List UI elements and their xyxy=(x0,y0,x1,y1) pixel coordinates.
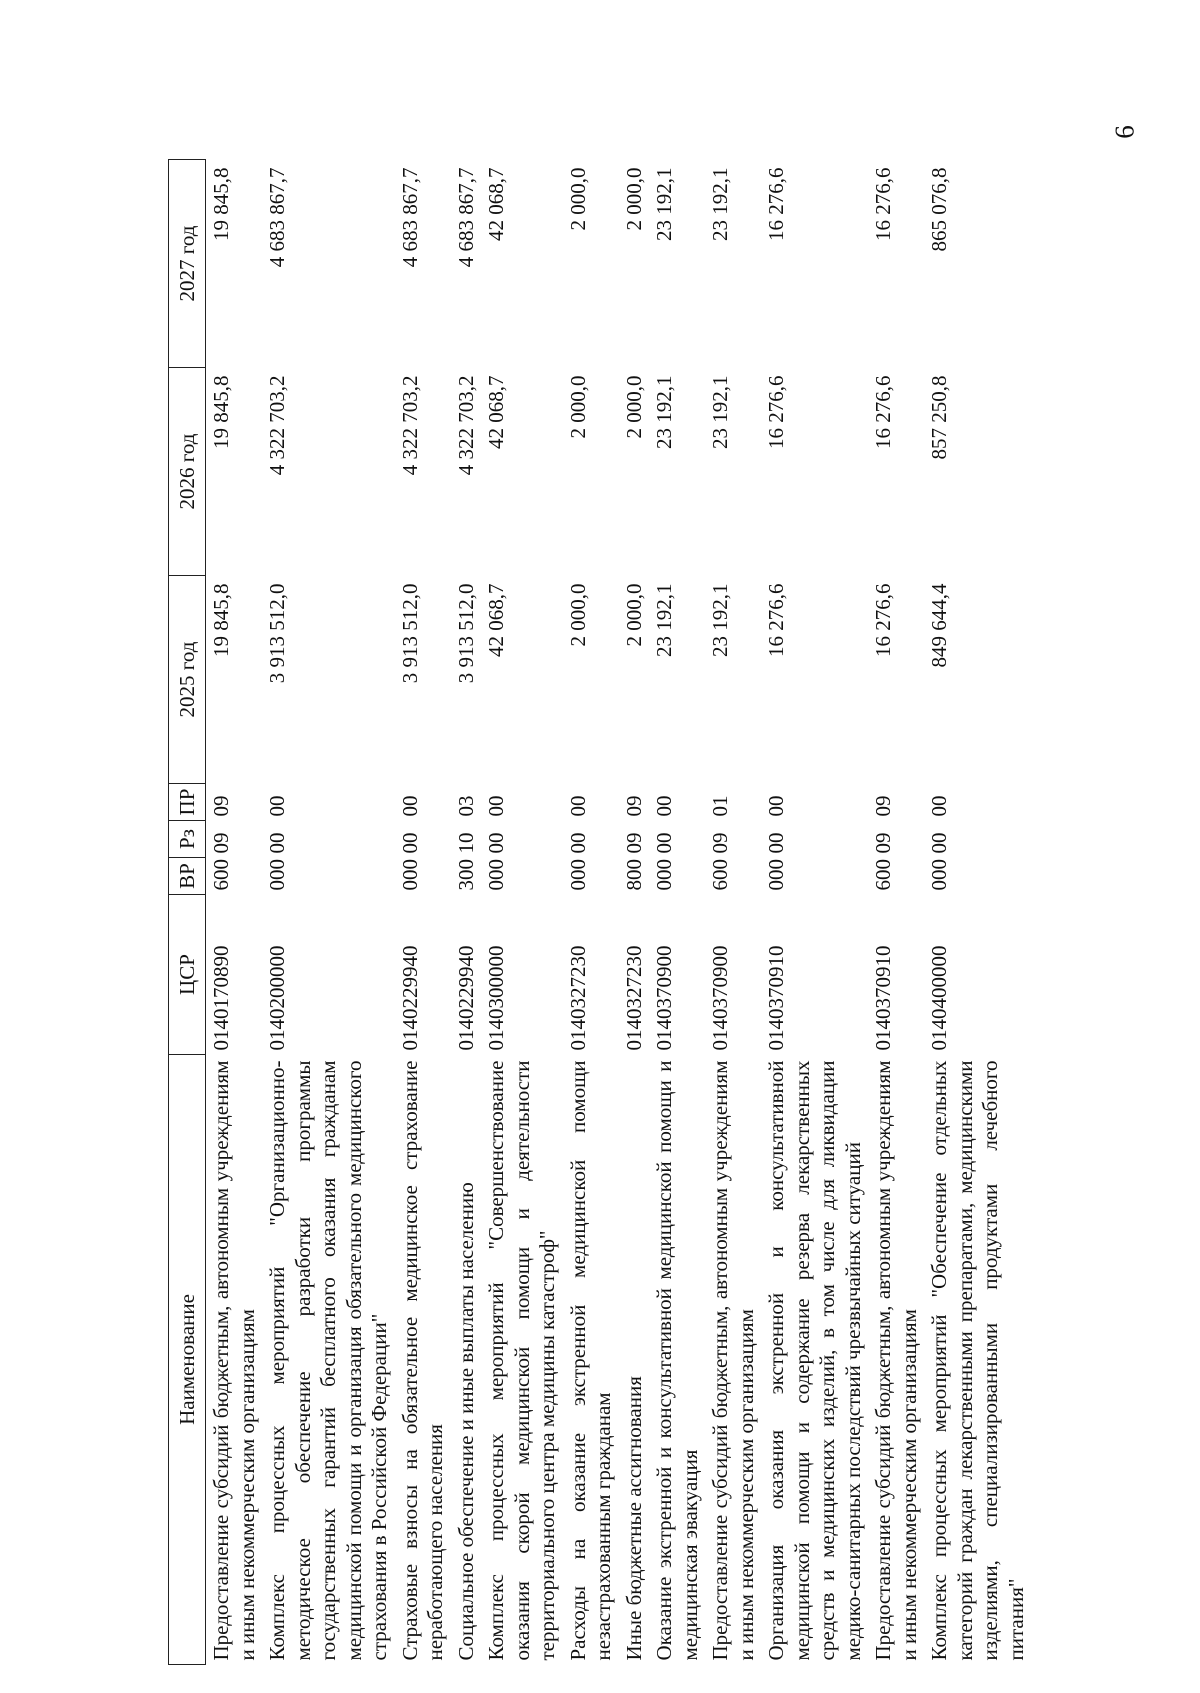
row-rz: 09 xyxy=(621,832,646,854)
row-2025: 2 000,0 xyxy=(621,583,646,647)
row-rz: 00 xyxy=(397,832,422,854)
row-2026: 2 000,0 xyxy=(565,375,590,439)
row-vr: 000 xyxy=(397,859,422,891)
table-row xyxy=(206,160,263,1665)
table-row xyxy=(924,160,1031,1665)
row-vr: 600 xyxy=(871,859,895,891)
row-vr: 000 xyxy=(764,859,788,891)
row-csr: 0140370910 xyxy=(764,945,788,1051)
row-name: Расходы на оказание экстренной медицинской помощи незастрахованным гражданам xyxy=(565,1060,615,1661)
row-vr: 000 xyxy=(265,859,289,891)
row-pr: 00 xyxy=(397,795,422,817)
row-2026: 16 276,6 xyxy=(871,375,895,449)
row-name: Комплекс процессных мероприятий "Совершенствование оказания скорой медицинской помощи и деятельности территориального центра медицины катастроф" xyxy=(484,1060,559,1661)
row-2025: 3 913 512,0 xyxy=(397,583,422,684)
row-2025: 42 068,7 xyxy=(484,583,508,657)
row-2026: 4 322 703,2 xyxy=(265,375,289,476)
table-row xyxy=(649,160,705,1665)
row-2026: 23 192,1 xyxy=(652,375,676,449)
budget-table xyxy=(168,159,1031,1665)
row-csr: 0140327230 xyxy=(565,945,590,1051)
row-name: Комплекс процессных мероприятий "Организационно-методическое обеспечение разработки программы государственных гарантий бесплатного оказания гражданам медицинской помощи и организация обязательного медицинского страхования в Российской Федерации" xyxy=(265,1060,391,1661)
row-pr: 00 xyxy=(652,795,676,817)
row-2025: 23 192,1 xyxy=(708,583,732,657)
row-2027: 2 000,0 xyxy=(621,167,646,231)
row-name: Социальное обеспечение и иные выплаты населению xyxy=(453,1182,478,1661)
header-row xyxy=(169,160,206,1665)
header-name: Наименование xyxy=(169,1055,206,1665)
row-2027: 23 192,1 xyxy=(652,167,676,241)
row-vr: 800 xyxy=(621,859,646,891)
row-2026: 857 250,8 xyxy=(927,375,951,460)
table-row xyxy=(262,160,395,1665)
table-row xyxy=(563,160,619,1665)
row-2027: 4 683 867,7 xyxy=(265,167,289,268)
row-2026: 19 845,8 xyxy=(209,375,233,449)
row-vr: 300 xyxy=(453,859,478,891)
row-rz: 09 xyxy=(871,832,895,854)
header-pr: ПР xyxy=(169,784,206,821)
row-2027: 865 076,8 xyxy=(927,167,951,252)
row-csr: 0140200000 xyxy=(265,945,289,1051)
page-number: 6 xyxy=(1109,125,1140,139)
header-csr: ЦСР xyxy=(169,895,206,1055)
row-name: Иные бюджетные ассигнования xyxy=(621,1376,646,1661)
row-rz: 09 xyxy=(209,832,233,854)
row-pr: 09 xyxy=(209,795,233,817)
header-rz: Рз xyxy=(169,821,206,858)
table-row xyxy=(481,160,563,1665)
row-rz: 00 xyxy=(764,832,788,854)
row-name: Предоставление субсидий бюджетным, автономным учреждениям и иным некоммерческим организациям xyxy=(708,1060,758,1661)
row-pr: 09 xyxy=(871,795,895,817)
row-name: Страховые взносы на обязательное медицинское страхование неработающего населения xyxy=(397,1060,447,1661)
row-rz: 09 xyxy=(708,832,732,854)
row-2027: 42 068,7 xyxy=(484,167,508,241)
row-rz: 00 xyxy=(652,832,676,854)
row-2027: 4 683 867,7 xyxy=(453,167,478,268)
row-pr: 00 xyxy=(565,795,590,817)
row-pr: 01 xyxy=(708,795,732,817)
row-csr: 0140370910 xyxy=(871,945,895,1051)
row-vr: 000 xyxy=(927,859,951,891)
row-2026: 16 276,6 xyxy=(764,375,788,449)
row-csr: 0140300000 xyxy=(484,945,508,1051)
row-2026: 2 000,0 xyxy=(621,375,646,439)
row-2026: 4 322 703,2 xyxy=(397,375,422,476)
row-pr: 00 xyxy=(265,795,289,817)
row-vr: 600 xyxy=(708,859,732,891)
row-2027: 19 845,8 xyxy=(209,167,233,241)
row-rz: 00 xyxy=(265,832,289,854)
header-2026: 2026 год xyxy=(169,368,206,576)
row-2027: 16 276,6 xyxy=(871,167,895,241)
row-name: Комплекс процессных мероприятий "Обеспечение отдельных категорий граждан лекарственными препаратами, медицинскими изделиями, специализированными продуктами лечебного питания" xyxy=(927,1060,1028,1661)
row-2027: 23 192,1 xyxy=(708,167,732,241)
table-row xyxy=(705,160,761,1665)
row-2026: 4 322 703,2 xyxy=(453,375,478,476)
header-2025: 2025 год xyxy=(169,576,206,784)
row-2027: 2 000,0 xyxy=(565,167,590,231)
row-csr: 0140229940 xyxy=(453,945,478,1051)
row-name: Оказание экстренной и консультативной медицинской помощи и медицинская эвакуация xyxy=(652,1060,702,1661)
row-csr: 0140229940 xyxy=(397,945,422,1051)
row-2026: 23 192,1 xyxy=(708,375,732,449)
row-vr: 000 xyxy=(484,859,508,891)
table-row xyxy=(619,160,650,1665)
row-rz: 00 xyxy=(565,832,590,854)
row-vr: 600 xyxy=(209,859,233,891)
row-rz: 10 xyxy=(453,832,478,854)
row-2025: 19 845,8 xyxy=(209,583,233,657)
row-2026: 42 068,7 xyxy=(484,375,508,449)
rotated-table-container xyxy=(168,160,1028,1665)
row-name: Предоставление субсидий бюджетным, автономным учреждениям и иным некоммерческим организациям xyxy=(209,1060,259,1661)
row-2027: 4 683 867,7 xyxy=(397,167,422,268)
row-csr: 0140170890 xyxy=(209,945,233,1051)
row-2025: 23 192,1 xyxy=(652,583,676,657)
row-name: Организация оказания экстренной и консультативной медицинской помощи и содержание резерва лекарственных средств и медицинских изделий, в том числе для ликвидации медико-санитарных последствий чрезвычайных ситуаций xyxy=(764,1060,865,1661)
row-vr: 000 xyxy=(565,859,590,891)
row-2025: 16 276,6 xyxy=(871,583,895,657)
row-2025: 849 644,4 xyxy=(927,583,951,668)
row-2025: 3 913 512,0 xyxy=(265,583,289,684)
table-row xyxy=(868,160,924,1665)
row-pr: 00 xyxy=(927,795,951,817)
header-2027: 2027 год xyxy=(169,160,206,368)
row-name: Предоставление субсидий бюджетным, автономным учреждениям и иным некоммерческим организациям xyxy=(871,1060,921,1661)
row-csr: 0140400000 xyxy=(927,945,951,1051)
table-row xyxy=(761,160,868,1665)
row-csr: 0140327230 xyxy=(621,945,646,1051)
row-pr: 03 xyxy=(453,795,478,817)
row-2025: 16 276,6 xyxy=(764,583,788,657)
row-2025: 3 913 512,0 xyxy=(453,583,478,684)
row-csr: 0140370900 xyxy=(652,945,676,1051)
table-row xyxy=(451,160,482,1665)
row-2027: 16 276,6 xyxy=(764,167,788,241)
row-rz: 00 xyxy=(484,832,508,854)
row-2025: 2 000,0 xyxy=(565,583,590,647)
row-pr: 09 xyxy=(621,795,646,817)
row-csr: 0140370900 xyxy=(708,945,732,1051)
row-pr: 00 xyxy=(764,795,788,817)
row-pr: 00 xyxy=(484,795,508,817)
row-rz: 00 xyxy=(927,832,951,854)
row-vr: 000 xyxy=(652,859,676,891)
header-vr: ВР xyxy=(169,858,206,895)
table-row xyxy=(395,160,451,1665)
